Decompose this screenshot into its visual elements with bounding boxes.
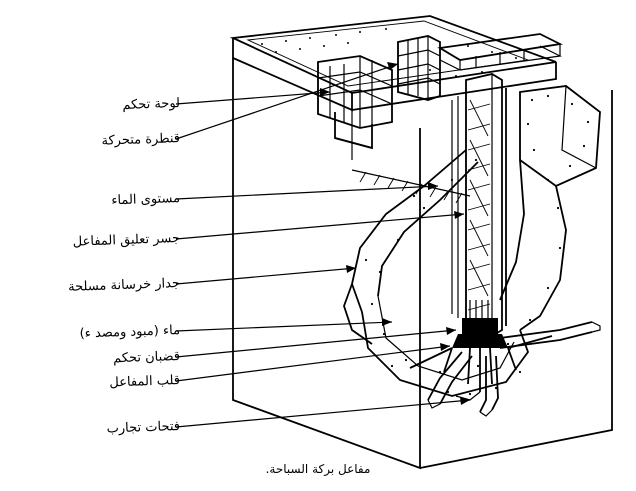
reactor-suspension-column xyxy=(452,74,506,336)
label-reinforced-concrete-wall: جدار خرسانة مسلحة xyxy=(67,276,181,295)
leader-lines xyxy=(176,62,470,427)
label-movable-bridge: قنطرة متحركة xyxy=(101,131,181,149)
figure-caption: مفاعل بركة السباحة. xyxy=(265,462,371,476)
concrete-shield-wall xyxy=(344,86,600,396)
label-reactor-suspension-bridge: جسر تعليق المفاعل xyxy=(72,231,181,250)
label-water-moderator-reflector: ماء (مبود ومصد ء) xyxy=(79,323,181,342)
label-reactor-core: قلب المفاعل xyxy=(109,373,181,391)
label-control-rods: قضبان تحكم xyxy=(112,349,181,367)
label-control-panel: لوحة تحكم xyxy=(122,96,181,114)
pool-enclosure xyxy=(233,58,612,468)
label-experiment-channels: فتحات تجارب xyxy=(106,419,181,437)
label-water-level: مستوى الماء xyxy=(111,191,181,209)
pool-floor-texture xyxy=(391,365,521,395)
